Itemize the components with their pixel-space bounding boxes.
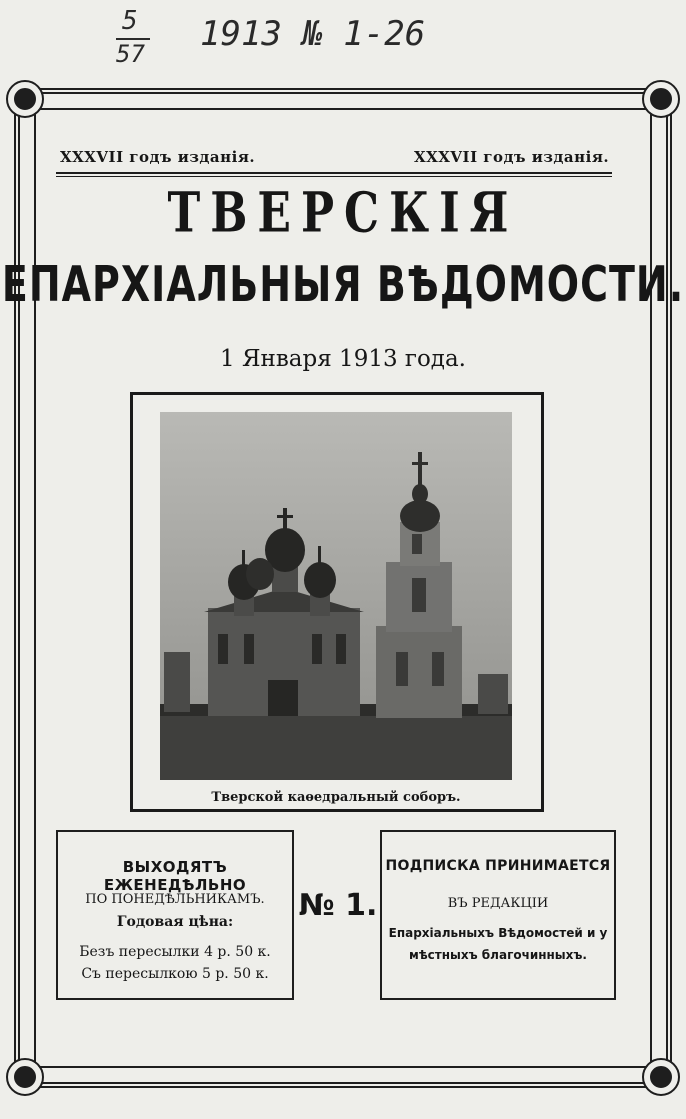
- masthead-title-line2: ЕПАРХІАЛЬНЫЯ ВѢДОМОСТИ.: [1, 255, 685, 313]
- shelf-mark-bottom: 57: [116, 40, 145, 68]
- header-rule-thin: [56, 176, 612, 177]
- subscription-line2: Епархіальныхъ Вѣдомостей и у: [388, 926, 608, 940]
- subscription-line1: ВЪ РЕДАКЦІИ: [447, 896, 549, 911]
- corner-ornament-icon: [8, 82, 42, 116]
- subscription-headline: ПОДПИСКА ПРИНИМАЕТСЯ: [385, 858, 611, 874]
- publication-schedule-box: [56, 830, 294, 1000]
- photo-caption: Тверской каѳедральный соборъ.: [211, 790, 461, 805]
- issue-number: № 1.: [298, 888, 378, 923]
- masthead-title-line1: ТВЕРСКІЯ: [167, 181, 519, 246]
- corner-ornament-icon: [644, 82, 678, 116]
- corner-ornament-icon: [8, 1060, 42, 1094]
- year-of-publication-right: XXXVII годъ изданія.: [414, 148, 610, 166]
- corner-ornament-icon: [644, 1060, 678, 1094]
- price-title: Годовая цѣна:: [116, 914, 234, 930]
- year-of-publication-left: XXXVII годъ изданія.: [60, 148, 256, 166]
- issue-date: 1 Января 1913 года.: [220, 346, 466, 372]
- header-rule: [56, 172, 612, 174]
- cathedral-photo: [160, 412, 512, 780]
- schedule-headline: ВЫХОДЯТЪ ЕЖЕНЕДѢЛЬНО: [103, 858, 247, 894]
- price-without-delivery: Безъ пересылки 4 р. 50 к.: [79, 944, 271, 960]
- handwritten-note: 1913 № 1-26: [200, 14, 426, 54]
- price-with-delivery: Съ пересылкою 5 р. 50 к.: [81, 966, 269, 982]
- shelf-mark-top: 5: [122, 6, 138, 36]
- schedule-days: ПО ПОНЕДѢЛЬНИКАМЪ.: [85, 892, 265, 907]
- subscription-box: [380, 830, 616, 1000]
- subscription-line3: мѣстныхъ благочинныхъ.: [409, 948, 587, 962]
